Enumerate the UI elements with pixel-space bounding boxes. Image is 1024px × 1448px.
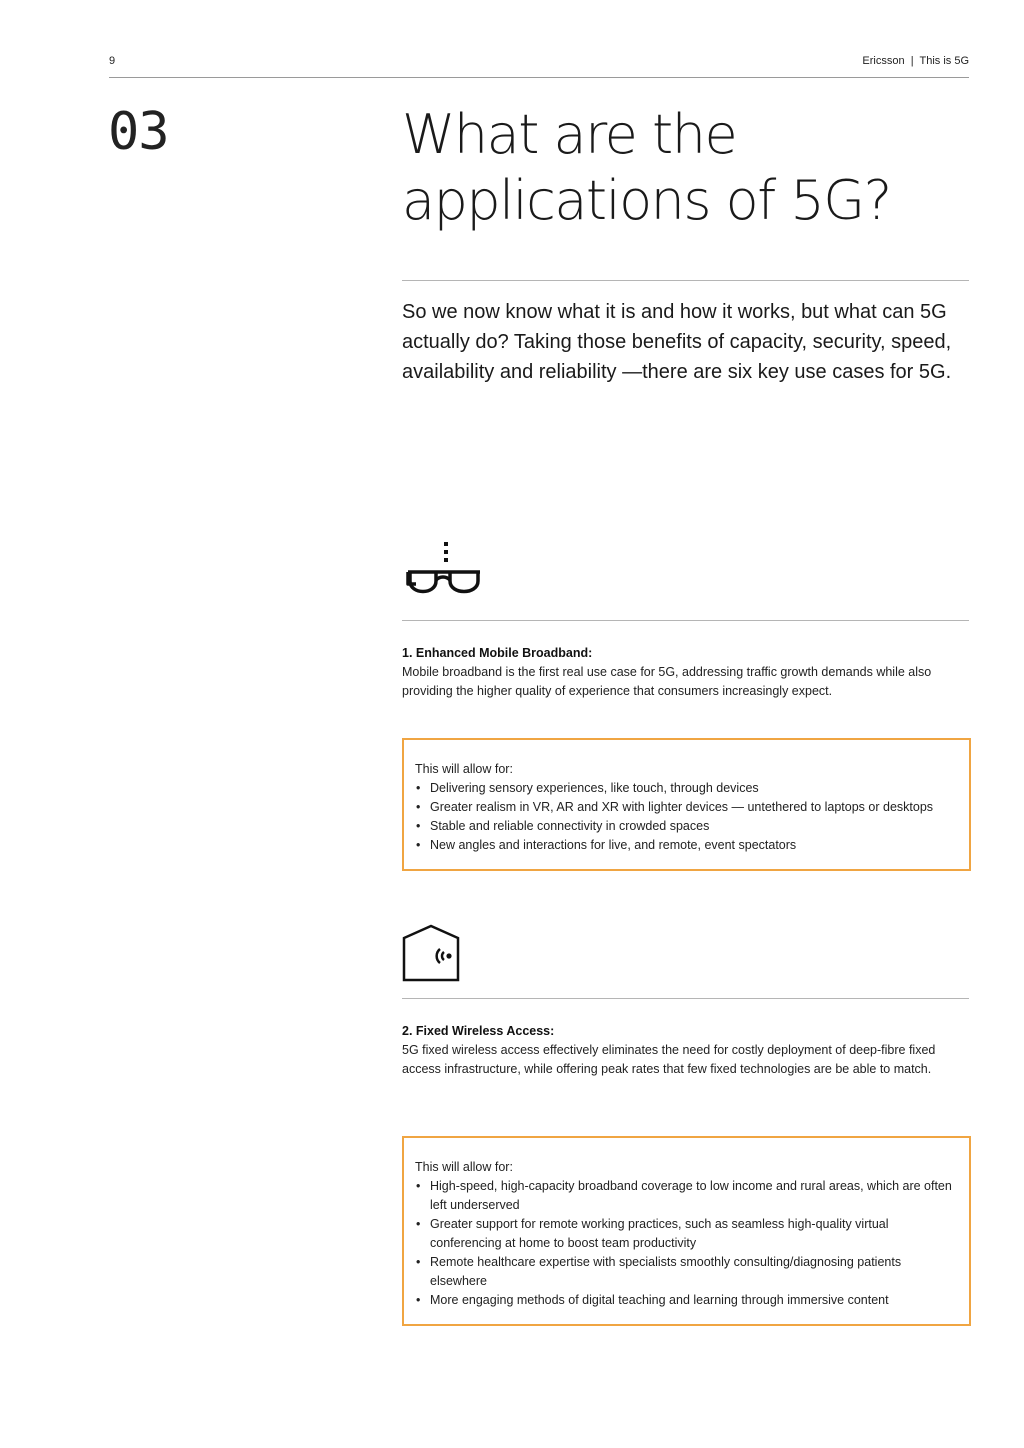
list-item: • Greater support for remote working practices, such as seamless high-quality virtual conferencing at home to boost team productivity	[415, 1215, 959, 1253]
intro-paragraph: So we now know what it is and how it works, but what can 5G actually do? Taking those benefits of capacity, security, speed, availability and reliability —there are six key use cases for 5G.	[402, 301, 952, 383]
section-body-enhanced-mobile-broadband: Mobile broadband is the first real use case for 5G, addressing traffic growth demands while also providing the higher quality of experience that consumers increasingly expect.	[402, 665, 932, 698]
use-case-box-1	[402, 738, 971, 871]
page-number: 9	[109, 55, 116, 67]
use-case-box-2	[402, 1136, 971, 1326]
running-head: Ericsson | This is 5G	[862, 55, 969, 67]
list-item: • Stable and reliable connectivity in crowded spaces	[415, 817, 959, 836]
vr-glasses-icon	[402, 540, 482, 609]
title-divider	[402, 280, 969, 281]
list-item: • Remote healthcare expertise with specialists smoothly consulting/diagnosing patients elsewhere	[415, 1253, 959, 1291]
list-item: • Delivering sensory experiences, like touch, through devices	[415, 779, 959, 798]
bullet-list-1	[415, 779, 959, 855]
section-divider-1	[402, 620, 969, 621]
wireless-home-icon	[402, 924, 460, 987]
chapter-number: 03	[108, 102, 169, 162]
section-body-fixed-wireless-access: 5G fixed wireless access effectively eliminates the need for costly deployment of deep-fibre fixed access infrastructure, while offering peak rates that few fixed technologies are be able to match.	[402, 1043, 936, 1076]
list-item: • More engaging methods of digital teaching and learning through immersive content	[415, 1291, 959, 1310]
box-intro: This will allow for:	[415, 762, 513, 776]
page-title: What are the applications of 5G?	[402, 103, 891, 232]
list-item: • High-speed, high-capacity broadband coverage to low income and rural areas, which are often left underserved	[415, 1177, 959, 1215]
section-divider-2	[402, 998, 969, 999]
bullet-list-2	[415, 1177, 959, 1310]
header-divider	[109, 77, 969, 78]
section-heading-enhanced-mobile-broadband: 1. Enhanced Mobile Broadband:	[402, 646, 593, 660]
list-item: • Greater realism in VR, AR and XR with lighter devices — untethered to laptops or desktops	[415, 798, 959, 817]
section-heading-fixed-wireless-access: 2. Fixed Wireless Access:	[402, 1024, 555, 1038]
box-intro: This will allow for:	[415, 1160, 513, 1174]
list-item: • New angles and interactions for live, and remote, event spectators	[415, 836, 959, 855]
